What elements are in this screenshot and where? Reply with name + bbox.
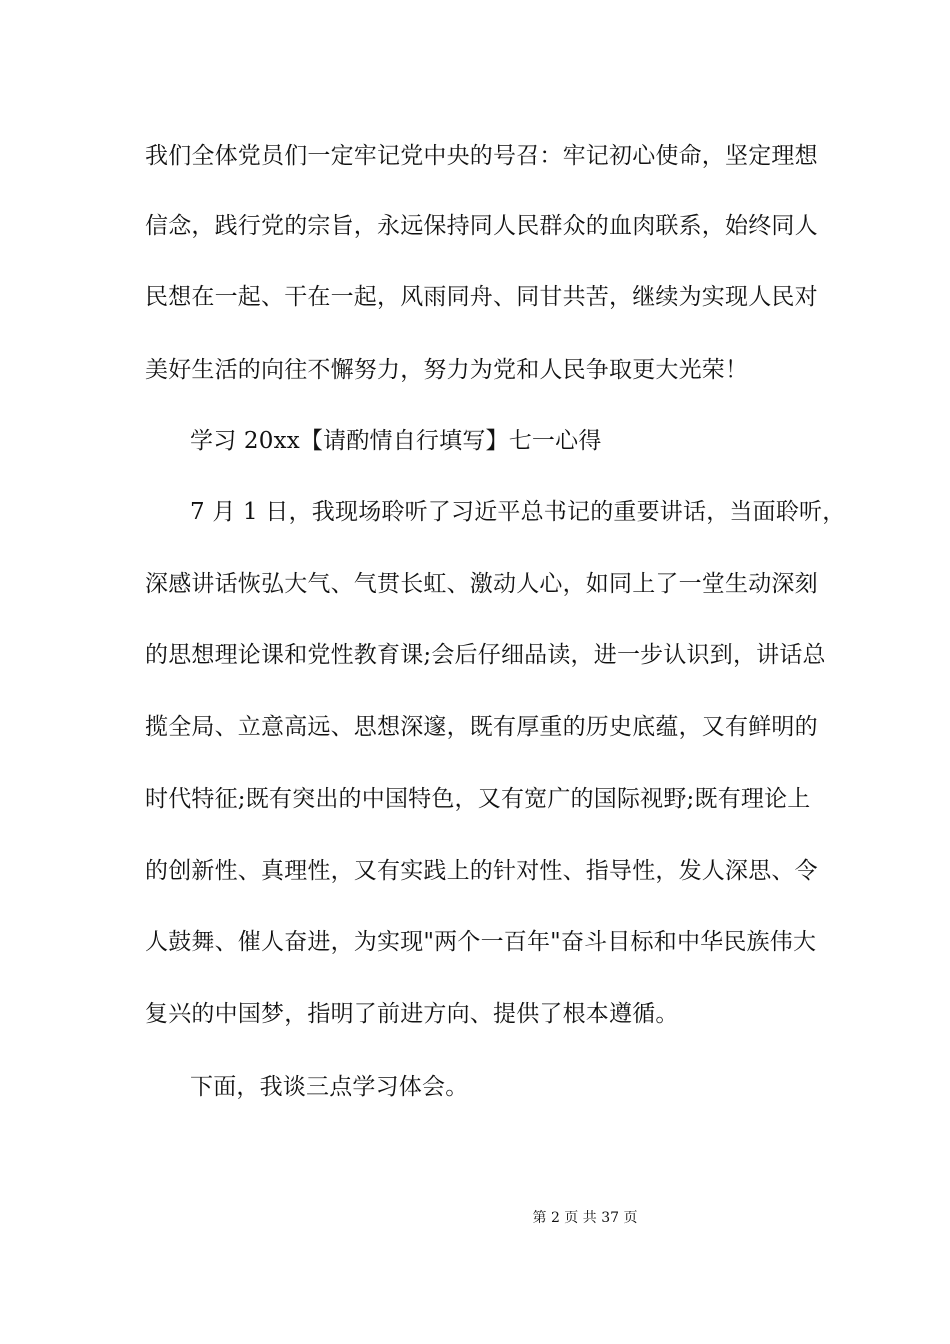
paragraph-2-line-2: 深感讲话恢弘大气、气贯长虹、激动人心，如同上了一堂生动深刻 [145,571,818,597]
paragraph-2-line-3: 的思想理论课和党性教育课;会后仔细品读，进一步认识到，讲话总 [145,642,826,668]
paragraph-1-line-3: 民想在一起、干在一起，风雨同舟、同甘共苦，继续为实现人民对 [145,284,818,310]
paragraph-1-line-2: 信念，践行党的宗旨，永远保持同人民群众的血肉联系，始终同人 [145,213,818,239]
paragraph-1-line-4: 美好生活的向往不懈努力，努力为党和人民争取更大光荣！ [145,357,749,383]
page-footer: 第 2 页 共 37 页 [532,1210,638,1226]
paragraph-2-line-8: 复兴的中国梦，指明了前进方向、提供了根本遵循。 [145,1001,679,1027]
paragraph-2-line-7: 人鼓舞、催人奋进，为实现"两个一百年"奋斗目标和中华民族伟大 [145,929,817,955]
paragraph-1-line-1: 我们全体党员们一定牢记党中央的号召：牢记初心使命，坚定理想 [145,143,818,169]
paragraph-2-line-6: 的创新性、真理性，又有实践上的针对性、指导性，发人深思、令 [145,858,818,884]
section-heading: 学习 20xx【请酌情自行填写】七一心得 [190,428,602,454]
paragraph-2-line-1: 7 月 1 日，我现场聆听了习近平总书记的重要讲话，当面聆听， [190,499,846,525]
paragraph-2-line-5: 时代特征;既有突出的中国特色，又有宽广的国际视野;既有理论上 [145,786,811,812]
paragraph-2-line-4: 揽全局、立意高远、思想深邃，既有厚重的历史底蕴，又有鲜明的 [145,714,818,740]
paragraph-3: 下面，我谈三点学习体会。 [190,1074,469,1100]
